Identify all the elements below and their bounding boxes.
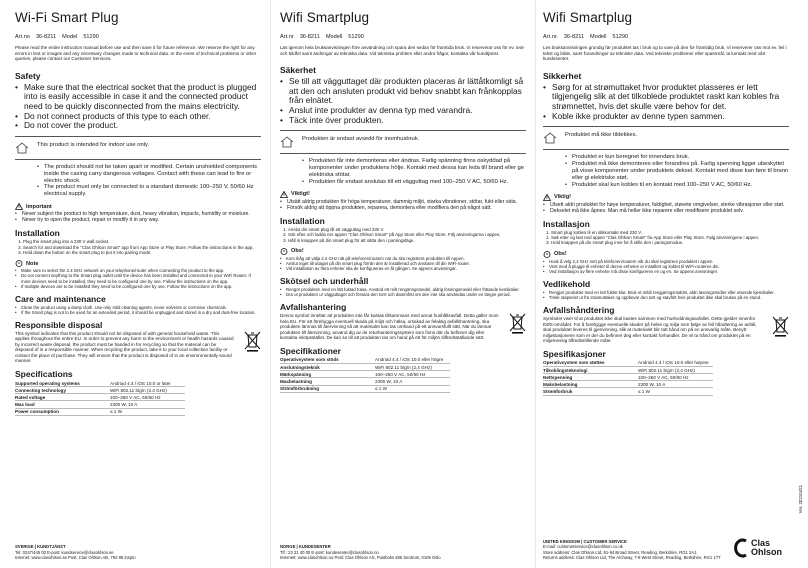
intro-text: Läs igenom hela bruksanvisningen före användning och spara den sedan för framtida bruk. Vi reserverar oss för ev. text- och bildfel samt ändringar av tekniska data. Vid tekniska problem eller andra frågor, kontakta vår kundtjänst.	[280, 45, 525, 56]
article-info: Art.nr 36-8211 Modell 51290	[280, 34, 364, 40]
article-info: Art.no 36-8211 Model 51290	[15, 34, 99, 40]
care-heading: Care and maintenance	[15, 293, 106, 304]
table-row: Operativsystem som støttes Android 4.4 / iOS 10.0 eller høyere	[543, 360, 713, 367]
note-label: Obs!	[280, 248, 526, 255]
warning-icon	[280, 191, 288, 198]
disposal-text: Symbolet viser til at produktet ikke skal kastes sammen med husholdningsavfallet. Dette gjelder innenfor EØS-området. For å forebygge eventuelle skader på helse og miljø som følge av feil håndtering av avfall, skal produktet leveres til gjenvinning, slik at materialet blir tatt hånd om på en ansvarlig måte. Benytt miljøstasjonene som er der du befinner deg eller kontakt forhandler. De vil ta hånd om produktet på en miljømessig tilfredsstillende måte.	[543, 316, 757, 344]
note-icon	[15, 260, 23, 267]
important-list: • Utsätt aldrig produkten för höga temperaturer, dammig miljö, starka vibrationer, stötar, fukt eller väta. • Försök aldrig att öppna produkten, reparera, demontera eller modifiera den på något sätt.	[280, 199, 526, 211]
care-list: • Rengör produkten med en lätt fuktad trasa. Använd ett milt rengöringsmedel, aldrig lösningsmedel eller frätande kemikalier. • Dra ut produkten ur vägguttaget och förvara den torrt och dammfritt om den inte ska användas under en längre period.	[280, 287, 526, 297]
care-list: • Rengjør produktet med en lett fuktet klut. Bruk et mildt rengjøringsmiddel, aldri løsningsmidler eller etsende kjemikalier. • Trekk støpselet ut fra strømuttaket og oppbevar den tørt og støvfritt hvis produktet ikke skal brukes på en stund.	[543, 290, 789, 300]
warning-icon	[15, 203, 23, 210]
installation-steps: 1. Plug the smart plug into a 230 V wall socket. 2. Search for and download the "Clas Ohlson Smart" app from App Store or Play Store. Follow the instructions in the app. 3. Hold down the button on the smart plug to put it into pairing mode.	[15, 239, 261, 255]
indoor-note: This product is intended for indoor use only.	[15, 142, 261, 154]
care-heading: Skötsel och underhåll	[280, 276, 369, 287]
table-row: Maksbelastning 2300 W, 10 A	[543, 381, 713, 388]
note-list: • Kom ihåg att välja 2,4 GHz nät på telefonen/routern när du ska registrera produkten till Appen. • Anslut inget till uttaget på din smart plug förrän den är installerad och ansluten till din WiFi-router. • Vid installation av flera enheter ska de konfigureras en åt gången. Se appens anvisningar.	[280, 256, 526, 271]
disassemble-list: • The product should not be taken apart or modified. Certain unshielded components inside the casing carry dangerous voltages. Contact with these can lead to fire or electric shock. • The product must only be connected to a standard domestic 100–250 V, 50/60 Hz electrical supply.	[15, 164, 261, 199]
important-label: Viktig!	[543, 194, 789, 201]
table-row: Rated voltage 100–250 V AC, 50/60 Hz	[15, 394, 185, 401]
version-label: Ver. 20210421	[798, 484, 803, 513]
warning-icon	[543, 194, 551, 201]
disassemble-list: • Produkten får inte demonteras eller ändras. Farlig spänning finns oskyddad på komponenter under produktens hölje. Kontakt med dessa kan leda till brand eller ge elektriska stötar. • Produkten får endast anslutas till ett vägguttag med 100–250 V AC, 50/60 Hz.	[280, 158, 526, 186]
disposal-text: Denna symbol innebär att produkten inte får kastas tillsammans med annat hushållsavfall. Detta gäller inom hela EU. För att förebygga eventuell skada på miljö och hälsa, orsakad av felaktig avfallshantering, ska produkten lämnas till återvinning så att materialet kan tas omhand på ett ansvarsfullt sätt. När du lämnar produkten till återvinning, använd dig av de returhanteringssystem som finns där du befinner dig eller kontakta inköpsstället. De kan se till att produkten tas om hand på ett för miljön tillfredsställande sätt.	[280, 313, 499, 341]
safety-heading: Safety	[15, 70, 41, 81]
installation-heading: Installation	[15, 228, 60, 239]
house-icon	[280, 136, 294, 148]
indoor-note: Produkten är endast avsedd för inomhusbruk.	[280, 136, 526, 148]
divider-line	[280, 153, 526, 154]
specifications-table	[15, 380, 185, 416]
disposal-text: This symbol indicates that this product should not be disposed of with general household waste. This applies throughout the entire EU. In order to prevent any harm to the environment or health hazards caused by incorrect waste disposal, the product must be handed in for recycling so that the material can be disposed of in a responsible manner. When recycling the product, take it to your local collection facility or contact the place of purchase. They will ensure that the product is disposed of in an environmentally sound manner.	[15, 330, 234, 364]
safety-list: • Se till att vägguttaget där produkten placeras är lättåtkomligt så att den och ansluten produkt vid behov snabbt kan frånkopplas från elnätet. • Anslut inte produkter av denna typ med varandra. • Täck inte över produkten.	[280, 77, 526, 125]
table-row: Operativsystem som stöds Android 4.4 / iOS 10.0 eller högre	[280, 357, 450, 364]
table-row: Supported operating systems Android 4.4 / iOS 10.0 or later	[15, 380, 185, 387]
safety-heading: Säkerhet	[280, 65, 316, 76]
page-title: Wifi Smartplug	[280, 10, 370, 25]
safety-heading: Sikkerhet	[543, 70, 582, 81]
table-row: Anslutningsteknik WiFi 802.11 b/g/n (2,4 GHz)	[280, 364, 450, 371]
disposal-heading: Responsible disposal	[15, 319, 103, 330]
brand-logo: Clas Ohlson	[733, 538, 782, 558]
page-title: Wi-Fi Smart Plug	[15, 10, 119, 25]
disposal-heading: Avfallshantering	[280, 302, 347, 313]
footer-norway: NORGE | KUNDESENTER Tlf.: 23 21 40 00 E-post: kundesenter@clasohlson.no Internett: www.clasohlson.no Post: Clas Ohlson AS, Postboks 485 Sentrum, 0105 Oslo	[280, 544, 441, 560]
crossed-bin-icon	[244, 331, 261, 352]
cover-note: Produktet må ikke tildekkes.	[543, 132, 789, 144]
brand-mark-icon	[733, 538, 748, 558]
disassemble-list: • Produktet er kun beregnet for innendørs bruk. • Produktet må ikke demonteres eller forandres på. Farlig spenning ligger ubeskyttet på visse komponenter under produktets deksel. Kontakt med disse kan føre til brann eller gi elektriske støt. • Produktet skal kun kobles til en kontakt med 100–250 V AC, 50/60 Hz.	[543, 154, 789, 189]
important-label: Viktigt!	[280, 191, 526, 198]
specifications-heading: Spesifikasjoner	[543, 348, 606, 359]
intro-text: Les bruksanvisningen grundig før produktet tas i bruk og ta vare på den for framtidig bruk. Vi reserverer oss mot ev. feil i tekst og bilde, samt forandringer av tekniske data. Ved tekniske problemer eller spørsmål, ta kontakt med vårt kundesenter.	[543, 45, 787, 62]
important-label: Important	[15, 203, 261, 210]
column-divider	[270, 0, 271, 568]
note-label: Obs!	[543, 251, 789, 258]
house-icon	[15, 142, 29, 154]
note-list: • Make sure to select the 2.4 GHz network on your telephone/router when connecting the product to the app. • Do not connect anything to the Smart plug outlet until the device has been installed and connected to your WiFi Router. If more devices need to be installed, they need to be configured one by one. Follow the instructions on the app. • If multiple devices are to be installed they need to be configured one by one. Follow the instructions on the app.	[15, 268, 261, 288]
care-heading: Vedlikehold	[543, 279, 591, 290]
table-row: Maxbelastning 2300 W, 10 A	[280, 378, 450, 385]
page-title: Wifi Smartplug	[543, 10, 633, 25]
disposal-heading: Avfallshåndtering	[543, 305, 615, 316]
divider-line	[543, 149, 789, 150]
installation-heading: Installation	[280, 215, 325, 226]
footer-sweden: SVERIGE | KUNDTJÄNST Tel: 0247/445 00 E-post: kundservice@clasohlson.se Internet: www.clasohlson.se Post: Clas Ohlson AB, 793 85 Insjön	[15, 544, 136, 560]
intro-text: Please read the entire instruction manual before use and then save it for future reference. We reserve the right for any errors in text or images and any necessary changes made to technical data. In the event of technical problems or other queries, please contact our Customer Services.	[15, 45, 257, 62]
divider-line	[15, 159, 261, 160]
house-icon	[543, 132, 557, 144]
table-row: Strömförbrukning ≤ 1 W	[280, 385, 450, 392]
note-list: • Husk å velg 2,4 GHz nett på telefonen/routern når du skal registrere produktet i appen. • Vent med å plugge til enheter til denne enheten er installert og koblet til WiFi-routeren din. • Ved installasjon av flere enheter må disse konfigureres en og en. Se appens anvisninger.	[543, 259, 789, 274]
column-divider	[535, 0, 536, 568]
table-row: Strømforbruk ≤ 1 W	[543, 388, 713, 395]
table-row: Power consumption ≤ 1 W	[15, 408, 185, 415]
column-english	[15, 10, 261, 528]
divider-line	[543, 126, 789, 127]
footer-uk: UNITED KINGDOM | CUSTOMER SERVICE E-mail: customerservice@clasohlson.co.uk Store address: Clas Ohlson Ltd, 91-94 Broad Street, Reading, Berkshire, RG1 2AJ. Returns address: Clas Ohlson Ltd, The Archway, 7-9 West Street, Reading, Berkshire, RG1 1TT	[543, 539, 721, 560]
specifications-table	[280, 357, 450, 393]
care-list: • Clean the product using a damp cloth. Use only mild cleaning agents, never solvents or corrosive chemicals. • If the Smart plug is not to be used for an extended period, it should be unplugged and stored in a dry and dust-free location.	[15, 305, 261, 315]
installation-heading: Installasjon	[543, 218, 590, 229]
crossed-bin-icon	[772, 316, 789, 337]
column-norwegian	[543, 10, 789, 528]
important-list: • Utsett aldri produktet for høye temperaturer, fuktighet, støvete omgivelser, sterke vibrasjoner eller støt. • Dekselet må ikke åpnes. Man må heller ikke reparere eller modifisere produktet selv.	[543, 202, 789, 214]
table-row: Max load 2300 W, 10 A	[15, 401, 185, 408]
installation-steps: 1. Anslut din smart plug till ett vägguttag med 230 V. 2. Sök efter och ladda ner appen "Clas Ohlson Smart" på App Store eller Play Store. Följ anvisningarna i appen. 3. Håll in knappen på din smart plug för att sätta den i parningsläge.	[280, 227, 526, 243]
installation-steps: 1. Smart plug kobles til en stikkontakt med 230 V. 2. Søk etter og last ned appen "Clas Ohlson Smart" fra App Store eller Play Store. Følg anvisningene i appen. 3. Hold knappen på din smart plug inne for å stille den i paringsmodus.	[543, 230, 789, 246]
table-row: Nettspenning 100–250 V AC, 50/60 Hz	[543, 374, 713, 381]
table-row: Märkspänning 100–250 V AC, 50/60 Hz	[280, 371, 450, 378]
specifications-heading: Specifications	[15, 368, 73, 379]
table-row: Tilkoblingsteknologi WiFi 802.11 b/g/n (2,4 GHz)	[543, 366, 713, 373]
important-list: • Never subject the product to high temperature, dust, heavy vibration, impacts, humidity or moisture. • Never try to open the product, repair or modify it in any way.	[15, 211, 261, 223]
specifications-heading: Specifikationer	[280, 345, 341, 356]
safety-list: • Sørg for at strømuttaket hvor produktet plasseres er lett tilgjengelig slik at det tilkoblede produktet raskt kan kobles fra strømnettet, hvis det skulle være behov for det. • Koble ikke produkter av denne typen sammen.	[543, 83, 789, 121]
note-label: Note	[15, 260, 261, 267]
crossed-bin-icon	[509, 313, 526, 334]
article-info: Art.nr. 36-8211 Modell 51290	[543, 34, 629, 40]
note-icon	[280, 248, 288, 255]
divider-line	[15, 136, 261, 137]
column-swedish	[280, 10, 526, 528]
specifications-table	[543, 360, 713, 396]
divider-line	[280, 130, 526, 131]
note-icon	[543, 251, 551, 258]
table-row: Connecting technology WiFi 802.11 b/g/n (2.4 GHz)	[15, 387, 185, 394]
safety-list: • Make sure that the electrical socket that the product is plugged into is easily accessible in case it and the connected product need to be quickly disconnected from the mains electricity. • Do not connect products of this type to each other. • Do not cover the product.	[15, 83, 261, 131]
